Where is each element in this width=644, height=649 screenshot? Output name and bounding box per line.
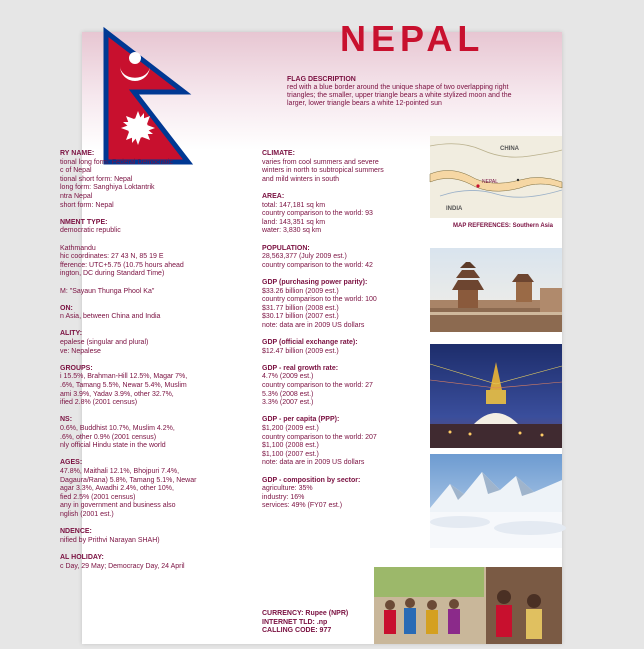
section-line: ified 2.8% (2001 census) [60, 399, 138, 407]
map-references: MAP REFERENCES: Southern Asia [453, 223, 554, 229]
section-line: agar 3.3%, Awadhi 2.4%, other 10%, [60, 485, 174, 493]
section-line: $1,200 (2009 est.) [262, 425, 319, 432]
section-line: total: 147,181 sq km [262, 201, 326, 209]
section-line: $1,100 (2007 est.) [262, 450, 319, 458]
section-line: $12.47 billion (2009 est.) [262, 347, 339, 355]
info-section [262, 477, 432, 511]
page-title: NEPAL [340, 18, 485, 59]
info-section [60, 288, 260, 297]
calling-code-line: CALLING CODE: 977 [262, 627, 332, 635]
section-line: ami 3.9%, Yadav 3.9%, other 32.7%, [60, 390, 174, 398]
section-heading: NS: [60, 416, 73, 424]
stupa-photo-image [430, 344, 562, 448]
section-line: country comparison to the world: 93 [262, 210, 373, 218]
section-heading: GDP - per capita (PPP): [262, 416, 340, 424]
flag-description-line: larger, lower triangle bears a white 12-pointed sun [287, 100, 442, 107]
section-line: c Day, 29 May; Democracy Day, 24 April [60, 562, 185, 570]
section-line: $30.17 billion (2007 est.) [262, 313, 339, 321]
mountain-photo [430, 454, 562, 548]
info-section [60, 150, 260, 210]
info-section [262, 365, 432, 408]
info-section [60, 305, 260, 322]
section-heading: RY NAME: [60, 150, 95, 157]
section-line: ntra Nepal [60, 192, 93, 200]
section-line: long form: Sanghiya Loktantrik [60, 184, 155, 192]
temple-photo-image [430, 248, 562, 332]
section-line: fied 2.5% (2001 census) [60, 493, 136, 501]
mountain-photo-image [430, 454, 562, 548]
section-line: any in government and business also [60, 502, 176, 510]
info-section [60, 528, 260, 545]
section-heading: GDP - real growth rate: [262, 364, 339, 372]
info-section [60, 416, 260, 450]
poster [60, 18, 562, 644]
left-info-column [60, 150, 260, 571]
section-line: country comparison to the world: 207 [262, 433, 377, 441]
section-line: tional long form: Federal Democratic [60, 158, 173, 166]
section-line: and mild winters in south [262, 175, 340, 183]
flag-description-line: red with a blue border around the unique shape of two overlapping right [287, 84, 509, 91]
info-section [60, 219, 260, 236]
section-line: industry: 16% [262, 493, 305, 501]
section-line: 5.3% (2008 est.) [262, 390, 314, 398]
map-label-china: CHINA [500, 146, 519, 152]
info-section [262, 193, 432, 236]
section-heading: NDENCE: [60, 528, 92, 536]
section-line: 28,563,377 (July 2009 est.) [262, 253, 347, 261]
section-line: 47.8%, Maithali 12.1%, Bhojpuri 7.4%, [60, 467, 180, 475]
section-heading: AL HOLIDAY: [60, 553, 104, 561]
section-line: country comparison to the world: 100 [262, 296, 377, 304]
section-heading: ALITY: [60, 330, 83, 338]
section-heading: GDP - composition by sector: [262, 476, 361, 484]
section-heading: NMENT TYPE: [60, 218, 108, 226]
section-line: note: data are in 2009 US dollars [262, 321, 365, 329]
section-line: ington, DC during Standard Time) [60, 270, 165, 278]
info-section [60, 365, 260, 408]
section-heading: GROUPS: [60, 364, 93, 372]
temple-photo [430, 248, 562, 332]
info-section [262, 339, 432, 356]
info-section [60, 554, 260, 571]
section-line: fference: UTC+5.75 (10.75 hours ahead [60, 261, 184, 269]
section-line: nly official Hindu state in the world [60, 442, 166, 450]
section-line: tional short form: Nepal [60, 175, 133, 183]
section-line: country comparison to the world: 27 [262, 382, 373, 390]
people-photo-image [374, 567, 562, 644]
map-label-india: INDIA [446, 206, 463, 212]
section-line: nified by Prithvi Narayan SHAH) [60, 536, 160, 544]
flag-description-heading: FLAG DESCRIPTION [287, 76, 356, 83]
info-section [60, 245, 260, 279]
bottom-info [262, 610, 348, 636]
nepal-flag-icon [104, 30, 196, 170]
map-icon [430, 136, 562, 218]
stupa-photo [430, 344, 562, 448]
section-line: 0.6%, Buddhist 10.7%, Muslim 4.2%, [60, 425, 175, 432]
currency-line: CURRENCY: Rupee (NPR) [262, 610, 349, 617]
section-heading: ON: [60, 304, 73, 312]
section-line: ve: Nepalese [60, 347, 101, 355]
section-line: $33.26 billion (2009 est.) [262, 287, 339, 295]
info-section [262, 150, 432, 184]
info-section [262, 279, 432, 331]
section-line: land: 143,351 sq km [262, 218, 326, 226]
info-section [60, 330, 260, 356]
section-line: nglish (2001 est.) [60, 510, 114, 518]
section-line: 4.7% (2009 est.) [262, 373, 314, 381]
section-line: water: 3,830 sq km [262, 227, 322, 235]
section-line: n Asia, between China and India [60, 313, 161, 321]
section-line: M: "Sayaun Thunga Phool Ka" [60, 287, 155, 295]
section-line: .6%, other 0.9% (2001 census) [60, 433, 157, 441]
flag-description [287, 76, 562, 108]
section-line: epalese (singular and plural) [60, 339, 149, 347]
info-section [60, 459, 260, 519]
section-line: 3.3% (2007 est.) [262, 399, 314, 407]
people-photo [374, 567, 562, 644]
middle-info-column [262, 150, 432, 511]
map-label-nepal: NEPAL [482, 179, 499, 185]
internet-tld-line: INTERNET TLD: .np [262, 618, 328, 626]
section-line: $1,100 (2008 est.) [262, 442, 319, 450]
section-line: $31.77 billion (2008 est.) [262, 304, 339, 312]
section-line: hic coordinates: 27 43 N, 85 19 E [60, 253, 164, 261]
section-line: agriculture: 35% [262, 485, 313, 493]
section-line: .6%, Tamang 5.5%, Newar 5.4%, Muslim [60, 382, 187, 390]
section-heading: AGES: [60, 459, 83, 467]
section-heading: GDP (purchasing power parity): [262, 278, 368, 286]
section-line: i 15.5%, Brahman-Hill 12.5%, Magar 7%, [60, 373, 188, 381]
flag-description-line: triangles; the smaller, upper triangle bears a white stylized moon and the [287, 92, 512, 99]
section-line: note: data are in 2009 US dollars [262, 459, 365, 467]
section-heading: POPULATION: [262, 244, 310, 252]
section-line: varies from cool summers and severe [262, 158, 379, 166]
section-line: c of Nepal [60, 167, 92, 175]
section-line: Kathmandu [60, 244, 96, 252]
info-section [262, 416, 432, 468]
section-line: winters in north to subtropical summers [262, 167, 384, 175]
section-line: country comparison to the world: 42 [262, 261, 373, 269]
section-heading: AREA: [262, 192, 285, 200]
section-line: services: 49% (FY07 est.) [262, 502, 343, 510]
section-line: short form: Nepal [60, 201, 114, 209]
section-heading: GDP (official exchange rate): [262, 339, 358, 347]
section-line: democratic republic [60, 227, 121, 235]
info-section [262, 245, 432, 271]
map-image [430, 136, 562, 218]
section-heading: CLIMATE: [262, 150, 295, 157]
section-line: Dagaura/Rana) 5.8%, Tamang 5.1%, Newar [60, 476, 197, 484]
